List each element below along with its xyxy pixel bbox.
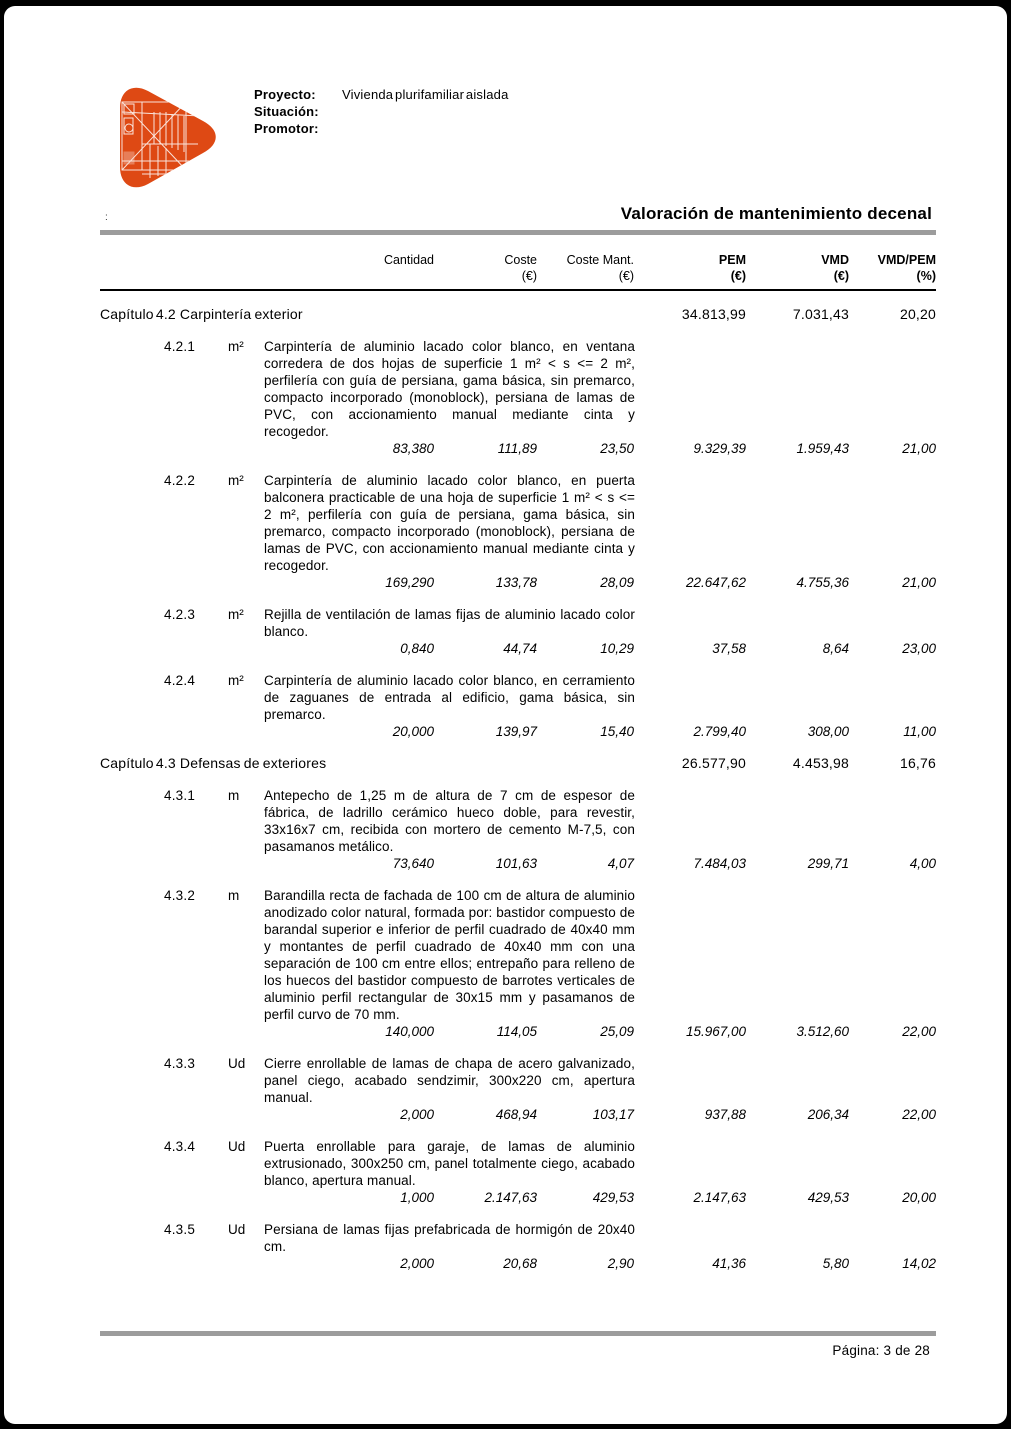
item-pem: 15.967,00 (685, 1024, 746, 1039)
item-values-row (100, 440, 936, 457)
item-vmd-pem: 4,00 (909, 856, 936, 871)
item-heading (100, 672, 936, 723)
item-vmd-pem: 22,00 (902, 1024, 936, 1039)
item-description: Carpintería de aluminio lacado color blanco, en puerta balconera practicable de una hoja de superficie 1 m² < s <= 2 m², perfilería con guía de persiana, gama básica, sin premarco, compacto incorporado (monoblock), persiana de lamas de PVC, con accionamiento manual mediante cinta y recogedor. (264, 473, 635, 573)
project-label: Proyecto: (254, 87, 316, 102)
item-vmd-pem: 23,00 (902, 641, 936, 656)
item-vmd: 308,00 (807, 724, 849, 739)
item-unit: m² (228, 339, 244, 354)
item-unit: m² (228, 607, 244, 622)
item-row (100, 1138, 936, 1206)
item-cantidad: 73,640 (392, 856, 434, 871)
item-heading (100, 1055, 936, 1106)
column-unit: (€) (521, 269, 537, 283)
item-cantidad: 83,380 (392, 441, 434, 456)
chapter-title (100, 306, 634, 323)
chapter-name: Defensas de exteriores (179, 755, 327, 771)
column-label: VMD/PEM (877, 253, 936, 267)
item-pem: 22.647,62 (685, 575, 746, 590)
item-coste: 114,05 (496, 1024, 537, 1039)
item-coste-mant: 429,53 (592, 1190, 634, 1205)
item-vmd-pem: 22,00 (902, 1107, 936, 1122)
item-vmd: 3.512,60 (796, 1024, 849, 1039)
item-row (100, 787, 936, 872)
item-pem: 2.147,63 (693, 1190, 746, 1205)
item-values-row (100, 1189, 936, 1206)
item-row (100, 606, 936, 657)
item-cantidad: 140,000 (385, 1024, 434, 1039)
item-vmd-pem: 11,00 (903, 724, 936, 739)
item-values-row (100, 640, 936, 657)
item-values-row (100, 723, 936, 740)
item-unit: Ud (228, 1056, 246, 1071)
item-unit: m² (228, 673, 244, 688)
item-cantidad: 0,840 (400, 641, 434, 656)
column-header-cantidad (100, 252, 434, 284)
promoter-label: Promotor: (254, 121, 319, 136)
item-code: 4.3.5 (164, 1222, 196, 1237)
column-label: PEM (718, 253, 746, 267)
chapter-pem: 34.813,99 (681, 306, 746, 322)
chapter-label: Capítulo 4.3 (100, 755, 176, 771)
project-value: Vivienda plurifamiliar aislada (342, 87, 509, 102)
item-coste: 111,89 (497, 441, 537, 456)
item-row (100, 672, 936, 740)
item-vmd-pem: 14,02 (902, 1256, 936, 1271)
item-unit: Ud (228, 1222, 246, 1237)
chapter-label: Capítulo 4.2 (100, 306, 176, 322)
item-description: Persiana de lamas fijas prefabricada de hormigón de 20x40 cm. (264, 1222, 635, 1254)
item-row (100, 1221, 936, 1272)
item-code: 4.2.3 (164, 607, 196, 622)
item-values-row (100, 1023, 936, 1040)
situation-field (254, 103, 509, 120)
item-coste-mant: 23,50 (600, 441, 634, 456)
item-unit: Ud (228, 1139, 246, 1154)
column-label: Coste Mant. (566, 253, 634, 267)
chapter-pem: 26.577,90 (681, 755, 746, 771)
architecture-floorplan-logo-icon (102, 82, 220, 192)
item-code: 4.3.2 (164, 888, 196, 903)
item-cantidad: 2,000 (400, 1256, 434, 1271)
item-heading (100, 1138, 936, 1189)
item-vmd: 1.959,43 (796, 441, 849, 456)
item-description: Barandilla recta de fachada de 100 cm de altura de aluminio anodizado color natural, formada por: bastidor compuesto de barandal superior e inferior de perfil cuadrado de 40x40 mm y montantes de perfil cuadrado de 40x40 mm con una separación de 100 cm entre ellos; entrepaño para relleno de los huecos del bastidor compuesto de barrotes verticales de aluminio perfil rectangular de 30x15 mm y pasamanos de perfil curvo de 70 mm. (264, 888, 635, 1022)
item-cantidad: 169,290 (385, 575, 434, 590)
chapter-vmd-pem: 16,76 (899, 755, 936, 771)
item-vmd: 299,71 (807, 856, 849, 871)
item-coste-mant: 10,29 (600, 641, 634, 656)
item-pem: 7.484,03 (693, 856, 746, 871)
item-cantidad: 2,000 (400, 1107, 434, 1122)
item-vmd-pem: 20,00 (902, 1190, 936, 1205)
column-unit: (€) (730, 269, 746, 283)
project-info (254, 86, 509, 137)
margin-colon-mark: : (105, 212, 108, 223)
item-vmd-pem: 21,00 (902, 575, 936, 590)
column-unit: (€) (618, 269, 634, 283)
column-header-coste (434, 252, 537, 284)
item-heading (100, 472, 936, 574)
item-values-row (100, 1255, 936, 1272)
page-number: Página: 3 de 28 (832, 1343, 930, 1358)
chapter-vmd: 4.453,98 (792, 755, 849, 771)
item-heading (100, 787, 936, 855)
promoter-field (254, 120, 509, 137)
item-description: Rejilla de ventilación de lamas fijas de aluminio lacado color blanco. (264, 607, 635, 639)
item-vmd: 8,64 (822, 641, 849, 656)
page-title: Valoración de mantenimiento decenal (620, 204, 932, 223)
document-page (4, 6, 1007, 1424)
item-code: 4.3.1 (164, 788, 196, 803)
column-label: VMD (821, 253, 849, 267)
item-row (100, 1055, 936, 1123)
item-pem: 37,58 (712, 641, 746, 656)
item-code: 4.3.4 (164, 1139, 196, 1154)
item-coste: 133,78 (495, 575, 537, 590)
chapter-row (100, 306, 936, 323)
item-cantidad: 1,000 (400, 1190, 434, 1205)
item-pem: 2.799,40 (693, 724, 746, 739)
item-values-row (100, 574, 936, 591)
valuation-table (100, 252, 936, 1272)
item-row (100, 472, 936, 591)
item-row (100, 887, 936, 1040)
item-row (100, 338, 936, 457)
column-unit: (€) (833, 269, 849, 283)
column-label: Coste (504, 253, 537, 267)
item-heading (100, 887, 936, 1023)
item-description: Antepecho de 1,25 m de altura de 7 cm de espesor de fábrica, de ladrillo cerámico hueco doble, para revestir, 33x16x7 cm, recibida con mortero de cemento M-7,5, con pasamanos metálico. (264, 788, 635, 854)
item-pem: 9.329,39 (693, 441, 746, 456)
item-vmd: 4.755,36 (796, 575, 849, 590)
title-rule (100, 230, 936, 235)
item-values-row (100, 855, 936, 872)
item-coste-mant: 103,17 (592, 1107, 634, 1122)
item-unit: m (228, 788, 240, 803)
item-vmd: 5,80 (822, 1256, 849, 1271)
item-pem: 41,36 (712, 1256, 746, 1271)
company-logo (102, 82, 220, 192)
item-code: 4.2.2 (164, 473, 196, 488)
item-coste: 20,68 (503, 1256, 537, 1271)
item-description: Puerta enrollable para garaje, de lamas de aluminio extrusionado, 300x250 cm, panel totalmente ciego, acabado blanco, apertura manual. (264, 1139, 635, 1188)
project-field (254, 86, 509, 103)
item-code: 4.2.1 (164, 339, 196, 354)
column-header-pem (634, 252, 746, 284)
item-coste-mant: 15,40 (600, 724, 634, 739)
item-description: Cierre enrollable de lamas de chapa de acero galvanizado, panel ciego, acabado sendzimir, 300x220 cm, apertura manual. (264, 1056, 635, 1105)
item-coste: 468,94 (495, 1107, 537, 1122)
item-coste: 2.147,63 (484, 1190, 537, 1205)
item-vmd: 429,53 (807, 1190, 849, 1205)
item-coste: 139,97 (495, 724, 537, 739)
item-coste: 44,74 (503, 641, 537, 656)
situation-label: Situación: (254, 104, 319, 119)
item-code: 4.2.4 (164, 673, 196, 688)
item-heading (100, 338, 936, 440)
chapter-title (100, 755, 634, 772)
item-values-row (100, 1106, 936, 1123)
column-header-vmd-pem (849, 252, 936, 284)
item-coste-mant: 25,09 (600, 1024, 634, 1039)
footer-rule (100, 1331, 936, 1336)
chapter-vmd-pem: 20,20 (899, 306, 936, 322)
chapter-name: Carpintería exterior (179, 306, 303, 322)
column-label: Cantidad (383, 253, 434, 267)
item-coste-mant: 4,07 (607, 856, 634, 871)
chapter-vmd: 7.031,43 (792, 306, 849, 322)
item-heading (100, 1221, 936, 1255)
item-vmd-pem: 21,00 (902, 441, 936, 456)
item-coste-mant: 2,90 (607, 1256, 634, 1271)
item-cantidad: 20,000 (392, 724, 434, 739)
item-code: 4.3.3 (164, 1056, 196, 1071)
item-heading (100, 606, 936, 640)
chapter-row (100, 755, 936, 772)
item-pem: 937,88 (704, 1107, 746, 1122)
item-vmd: 206,34 (807, 1107, 849, 1122)
item-description: Carpintería de aluminio lacado color blanco, en cerramiento de zaguanes de entrada al edificio, gama básica, sin premarco. (264, 673, 635, 722)
item-unit: m² (228, 473, 244, 488)
table-header-row (100, 252, 936, 291)
column-header-coste-mant (537, 252, 634, 284)
item-coste-mant: 28,09 (600, 575, 634, 590)
item-coste: 101,63 (495, 856, 537, 871)
table-body (100, 306, 936, 1272)
item-description: Carpintería de aluminio lacado color blanco, en ventana corredera de dos hojas de superficie 1 m² < s <= 2 m², perfilería con guía de persiana, gama básica, sin premarco, compacto incorporado (monoblock), persiana de lamas de PVC, con accionamiento manual mediante cinta y recogedor. (264, 339, 635, 439)
item-unit: m (228, 888, 240, 903)
column-header-vmd (746, 252, 849, 284)
column-unit: (%) (916, 269, 936, 283)
